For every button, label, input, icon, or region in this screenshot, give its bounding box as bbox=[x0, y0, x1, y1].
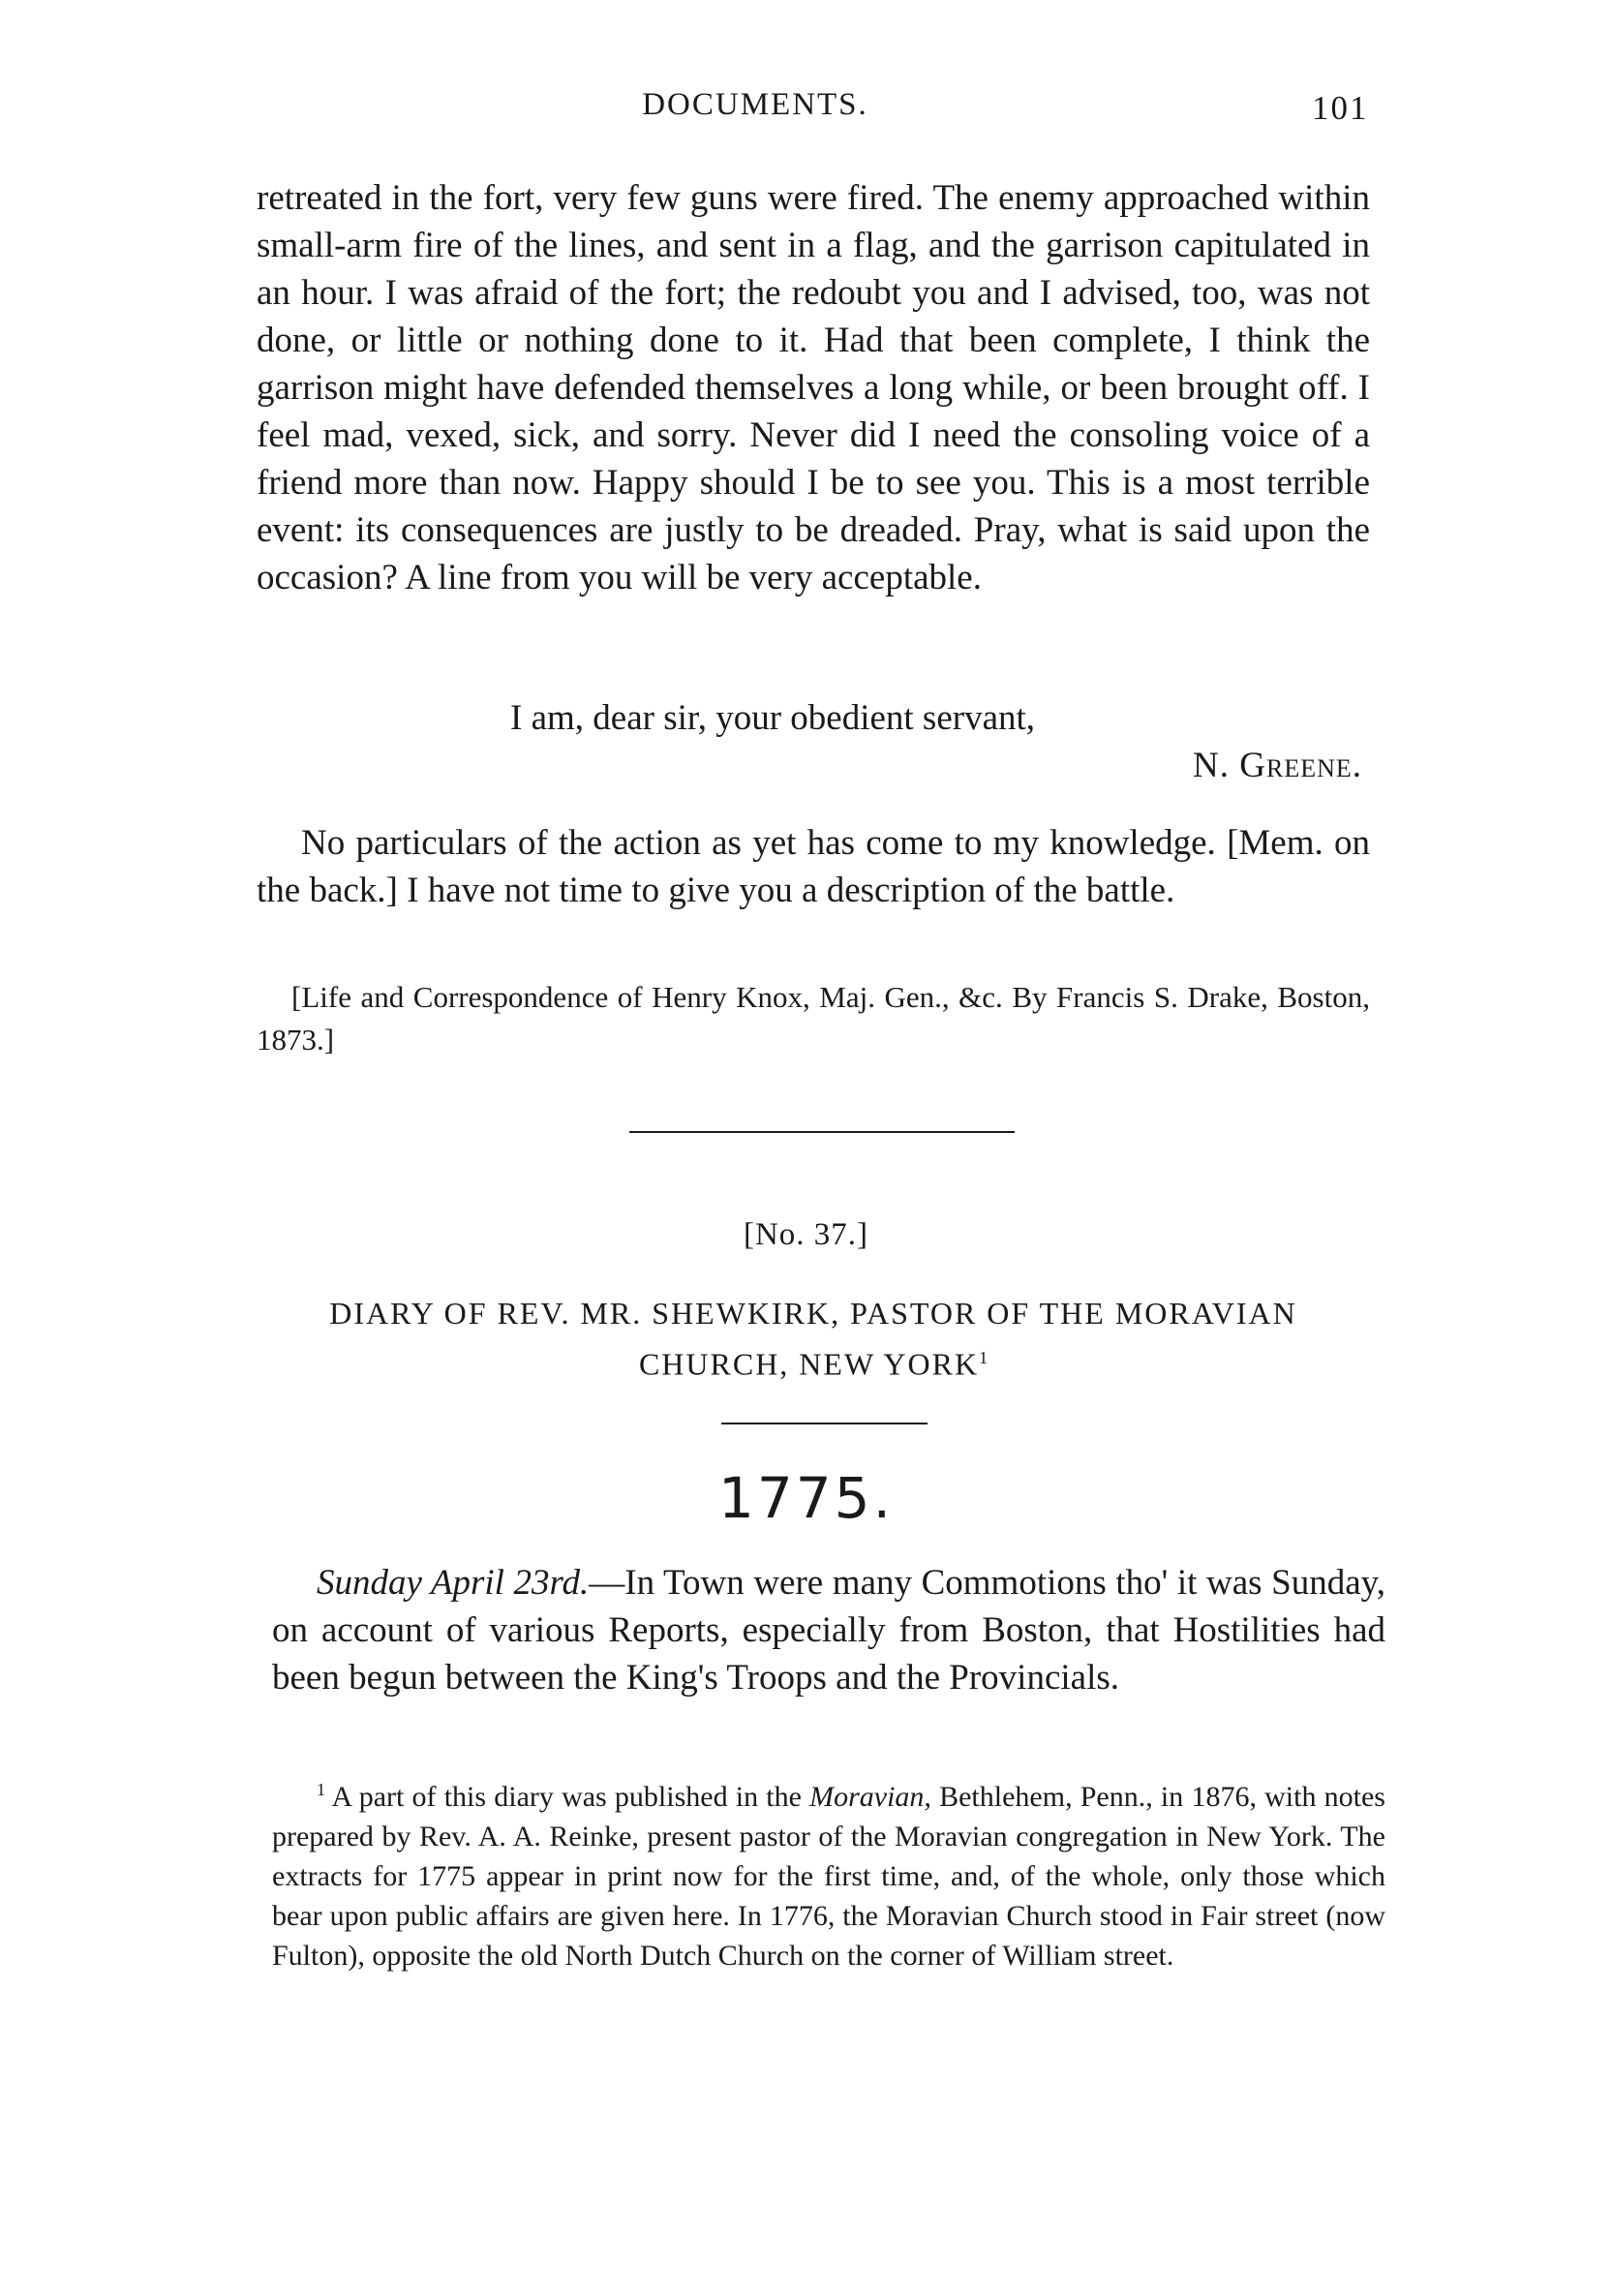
footnote-text-before: A part of this diary was published in the bbox=[331, 1781, 810, 1813]
letter-signature: N. Greene. bbox=[1193, 746, 1362, 785]
source-citation: [Life and Correspondence of Henry Knox, Maj. Gen., &c. By Francis S. Drake, Boston, 1873.] bbox=[257, 980, 1370, 1056]
document-title-text: DIARY OF REV. MR. SHEWKIRK, PASTOR OF THE MORAVIAN CHURCH, NEW YORK bbox=[329, 1296, 1297, 1382]
document-title bbox=[290, 1291, 1336, 1387]
page-header bbox=[0, 87, 1612, 136]
letter-paragraph: retreated in the fort, very few guns were fired. The enemy approached within small-arm fire of the lines, and sent in a flag, and the garrison capitulated in an hour. I was afraid of the fort; the redoubt you and I advised, too, was not done, or little or nothing done to it. Had that been complete, I think the garrison might have defended themselves a long while, or been brought off. I feel mad, vexed, sick, and sorry. Never did I need the consoling voice of a friend more than now. Happy should I be to see you. This is a most terrible event: its consequences are justly to be dreaded. Pray, what is said upon the occasion? A line from you will be very acceptable. bbox=[257, 178, 1370, 597]
footnote-text-after: Bethlehem, Penn., in 1876, with notes prepared by Rev. A. A. Reinke, present pastor of the Moravian congregation in New York. The extracts for 1775 appear in print now for the first time, and, of the whole, only those which bear upon public affairs are given here. In 1776, the Moravian Church stood in Fair street (now Fulton), opposite the old North Dutch Church on the corner of William street. bbox=[272, 1781, 1385, 1972]
footnote bbox=[272, 1770, 1385, 1975]
document-number: [No. 37.] bbox=[743, 1217, 869, 1252]
letter-postscript: No particulars of the action as yet has come to my knowledge. [Mem. on the back.] I have not time to give you a description of the battle. bbox=[257, 823, 1370, 910]
diary-paragraph bbox=[272, 1559, 1385, 1701]
footnote-publication: Moravian, bbox=[809, 1781, 931, 1813]
letter-postscript-block bbox=[257, 819, 1370, 914]
diary-entry bbox=[272, 1559, 1385, 1701]
page-number: 101 bbox=[1312, 89, 1369, 127]
diary-entry-date: Sunday April 23rd. bbox=[317, 1563, 590, 1603]
title-divider bbox=[721, 1423, 928, 1424]
letter-body bbox=[257, 174, 1370, 601]
letter-salutation: I am, dear sir, your obedient servant, bbox=[510, 698, 1036, 738]
year-heading: 1775. bbox=[717, 1465, 895, 1531]
section-divider bbox=[629, 1131, 1015, 1133]
footnote-marker: 1 bbox=[317, 1780, 325, 1799]
footnote-reference: 1 bbox=[979, 1348, 988, 1367]
running-head: DOCUMENTS. bbox=[642, 87, 868, 122]
diary-entry-text: —In Town were many Commotions tho' it was Sunday, on account of various Reports, especially from Boston, that Hostilities had been begun between the King's Troops and the Provincials. bbox=[272, 1563, 1385, 1698]
